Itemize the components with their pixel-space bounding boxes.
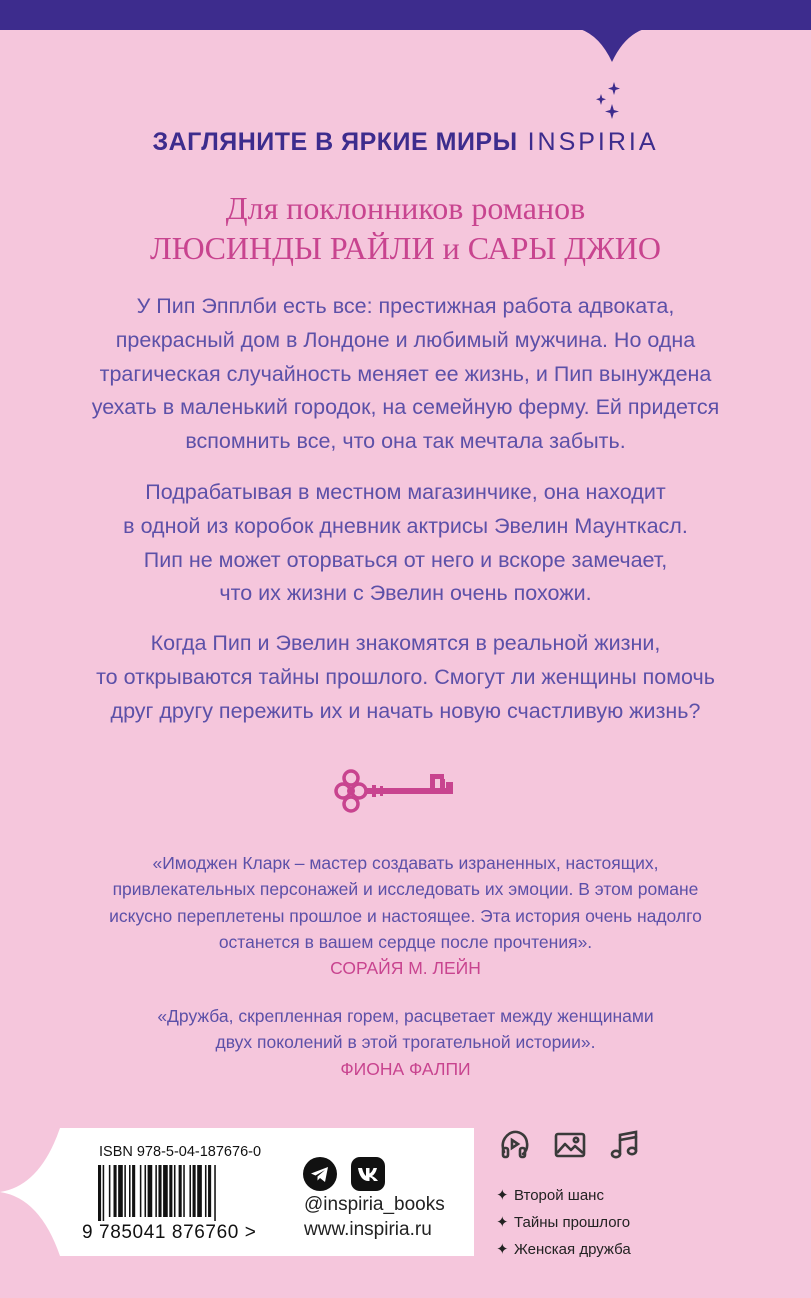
- audiobook-icon: [498, 1128, 532, 1162]
- blurb-line: прекрасный дом в Лондоне и любимый мужчина. Но одна: [115, 327, 696, 352]
- blurb-line: то открываются тайны прошлого. Смогут ли женщины помочь: [96, 664, 715, 689]
- barcode: [98, 1165, 266, 1221]
- topic-item: [496, 1213, 630, 1231]
- review-line: привлекательных персонажей и исследовать их эмоции. В этом романе: [112, 879, 699, 900]
- blurb-line: Подрабатывая в местном магазинчике, она находит: [145, 480, 666, 504]
- vk-icon[interactable]: [351, 1157, 385, 1191]
- fans-line-1: Для поклонников романов: [225, 190, 586, 226]
- blurb-line: трагическая случайность меняет ее жизнь, и Пип вынуждена: [99, 361, 712, 386]
- star-icon: ✦: [496, 1214, 509, 1231]
- blurb-line: что их жизни с Эвелин очень похожи.: [219, 581, 592, 606]
- review-line: останется в вашем сердце после прочтения».: [218, 931, 593, 952]
- star-icon: ✦: [496, 1241, 509, 1258]
- series-tagline: ЗАГЛЯНИТЕ В ЯРКИЕ МИРЫ: [152, 128, 518, 156]
- barcode-digits: 9 785041 876760 >: [82, 1222, 257, 1243]
- sparkles-icon: [592, 80, 626, 124]
- review-line: искусно переплетены прошлое и настоящее. Эта история очень надолго: [109, 905, 702, 926]
- review-author: СОРАЙЯ М. ЛЕЙН: [330, 958, 481, 979]
- panel-curve: [0, 1128, 64, 1256]
- review-quote-2: [60, 1003, 751, 1082]
- top-notch: [0, 0, 811, 70]
- blurb-line: вспомнить все, что она так мечтала забыть.: [185, 429, 626, 454]
- blurb-line: Когда Пип и Эвелин знакомятся в реальной жизни,: [150, 631, 661, 655]
- key-icon: [332, 768, 456, 816]
- star-icon: ✦: [496, 1187, 509, 1204]
- blurb-paragraph-2: [40, 476, 771, 611]
- topic-label: Второй шанс: [514, 1187, 604, 1204]
- topic-item: [496, 1240, 631, 1258]
- review-line: «Имоджен Кларк – мастер создавать израненных, настоящих,: [152, 853, 659, 873]
- social-handle[interactable]: @inspiria_books: [304, 1194, 445, 1215]
- image-icon: [553, 1128, 587, 1162]
- blurb-paragraph-1: [40, 290, 771, 459]
- fans-line-2: ЛЮСИНДЫ РАЙЛИ и САРЫ ДЖИО: [149, 230, 662, 266]
- telegram-icon[interactable]: [303, 1157, 337, 1191]
- blurb-line: друг другу пережить их и начать новую счастливую жизнь?: [110, 698, 701, 723]
- topic-label: Женская дружба: [514, 1241, 631, 1258]
- blurb-line: уехать в маленький городок, на семейную ферму. Ей придется: [91, 395, 720, 420]
- review-quote-1: [60, 850, 751, 981]
- isbn-text: ISBN 978-5-04-187676-0: [99, 1144, 262, 1160]
- review-line: двух поколений в этой трогательной истории».: [215, 1032, 596, 1053]
- review-author: ФИОНА ФАЛПИ: [340, 1058, 471, 1079]
- review-line: «Дружба, скрепленная горем, расцветает между женщинами: [157, 1006, 654, 1026]
- blurb-line: У Пип Эпплби есть все: престижная работа адвоката,: [136, 294, 675, 318]
- topic-item: [496, 1186, 604, 1204]
- music-icon: [608, 1128, 642, 1162]
- topic-label: Тайны прошлого: [514, 1214, 631, 1231]
- brand-tagline: [0, 128, 811, 157]
- publisher-name: INSPIRIA: [527, 128, 659, 156]
- blurb-line: в одной из коробок дневник актрисы Эвелин Маунткасл.: [123, 513, 688, 538]
- blurb-line: Пип не может оторваться от него и вскоре замечает,: [143, 547, 668, 572]
- blurb-paragraph-3: [40, 627, 771, 728]
- site-url[interactable]: www.inspiria.ru: [304, 1219, 432, 1240]
